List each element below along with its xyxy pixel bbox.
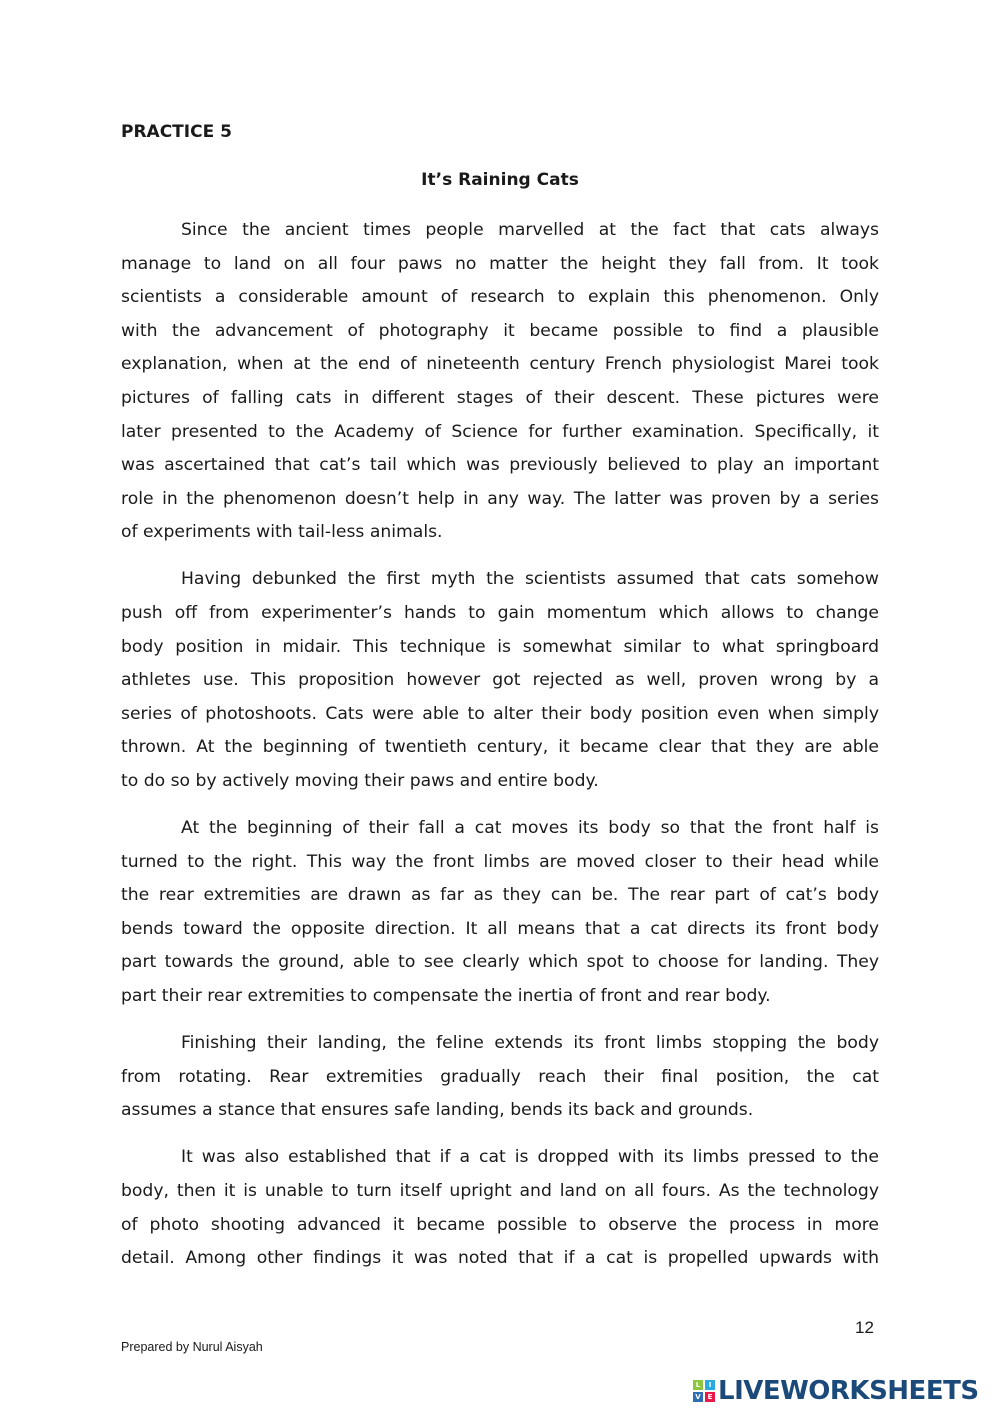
text-line: It was also established that if a cat is dropped with its limbs pressed to the: [181, 1147, 879, 1168]
text-line: series of photoshoots. Cats were able to alter their body position even when simply: [121, 703, 879, 724]
paragraph: [121, 214, 879, 550]
paragraph: [121, 1141, 879, 1275]
text-line: detail. Among other findings it was noted that if a cat is propelled upwards with: [121, 1248, 879, 1269]
text-line: manage to land on all four paws no matter the height they fall from. It took: [121, 253, 879, 274]
text-line: turned to the right. This way the front limbs are moved closer to their head while: [121, 851, 879, 872]
page-number: 12: [855, 1318, 874, 1337]
paragraph: [121, 1027, 879, 1128]
text-line: was ascertained that cat’s tail which was previously believed to play an important: [121, 455, 879, 476]
text-line: At the beginning of their fall a cat moves its body so that the front half is: [181, 818, 879, 839]
article-body: [121, 214, 879, 1289]
logo-block: I: [705, 1380, 715, 1390]
text-line: pictures of falling cats in different stages of their descent. These pictures were: [121, 387, 879, 408]
logo-block: E: [705, 1392, 715, 1402]
text-line: scientists a considerable amount of research to explain this phenomenon. Only: [121, 287, 879, 308]
text-line: Having debunked the first myth the scientists assumed that cats somehow: [181, 569, 879, 590]
text-line: body, then it is unable to turn itself upright and land on all fours. As the technology: [121, 1181, 879, 1202]
text-line: to do so by actively moving their paws and entire body.: [121, 771, 599, 791]
text-line: later presented to the Academy of Science for further examination. Specifically, it: [121, 421, 879, 442]
text-line: Since the ancient times people marvelled at the fact that cats always: [181, 220, 879, 240]
text-line: athletes use. This proposition however got rejected as well, proven wrong by a: [121, 670, 879, 691]
logo-text: LIVEWORKSHEETS: [718, 1376, 979, 1406]
text-line: thrown. At the beginning of twentieth century, it became clear that they are able: [121, 737, 879, 758]
text-line: of experiments with tail-less animals.: [121, 522, 443, 543]
text-line: Finishing their landing, the feline extends its front limbs stopping the body: [181, 1033, 879, 1054]
section-heading: PRACTICE 5: [121, 122, 232, 142]
text-line: from rotating. Rear extremities gradually reach their final position, the cat: [121, 1066, 879, 1087]
text-line: explanation, when at the end of nineteenth century French physiologist Marei took: [121, 354, 879, 375]
logo-block: L: [693, 1380, 703, 1390]
text-line: body position in midair. This technique is somewhat similar to what springboard: [121, 636, 879, 657]
text-line: with the advancement of photography it became possible to find a plausible: [121, 320, 879, 341]
text-line: bends toward the opposite direction. It all means that a cat directs its front body: [121, 918, 879, 939]
liveworksheets-logo: [693, 1376, 979, 1406]
text-line: of photo shooting advanced it became possible to observe the process in more: [121, 1214, 879, 1235]
paragraph: [121, 563, 879, 798]
text-line: part towards the ground, able to see clearly which spot to choose for landing. They: [121, 952, 879, 973]
paragraph: [121, 812, 879, 1014]
text-line: part their rear extremities to compensate the inertia of front and rear body.: [121, 986, 771, 1007]
page-title: It’s Raining Cats: [421, 170, 579, 190]
logo-blocks-icon: [693, 1380, 715, 1402]
text-line: role in the phenomenon doesn’t help in any way. The latter was proven by a series: [121, 488, 879, 509]
logo-block: V: [693, 1392, 703, 1402]
author-footer: Prepared by Nurul Aisyah: [121, 1340, 263, 1354]
text-line: push off from experimenter’s hands to gain momentum which allows to change: [121, 603, 879, 624]
text-line: the rear extremities are drawn as far as they can be. The rear part of cat’s body: [121, 885, 879, 906]
text-line: assumes a stance that ensures safe landing, bends its back and grounds.: [121, 1100, 754, 1121]
